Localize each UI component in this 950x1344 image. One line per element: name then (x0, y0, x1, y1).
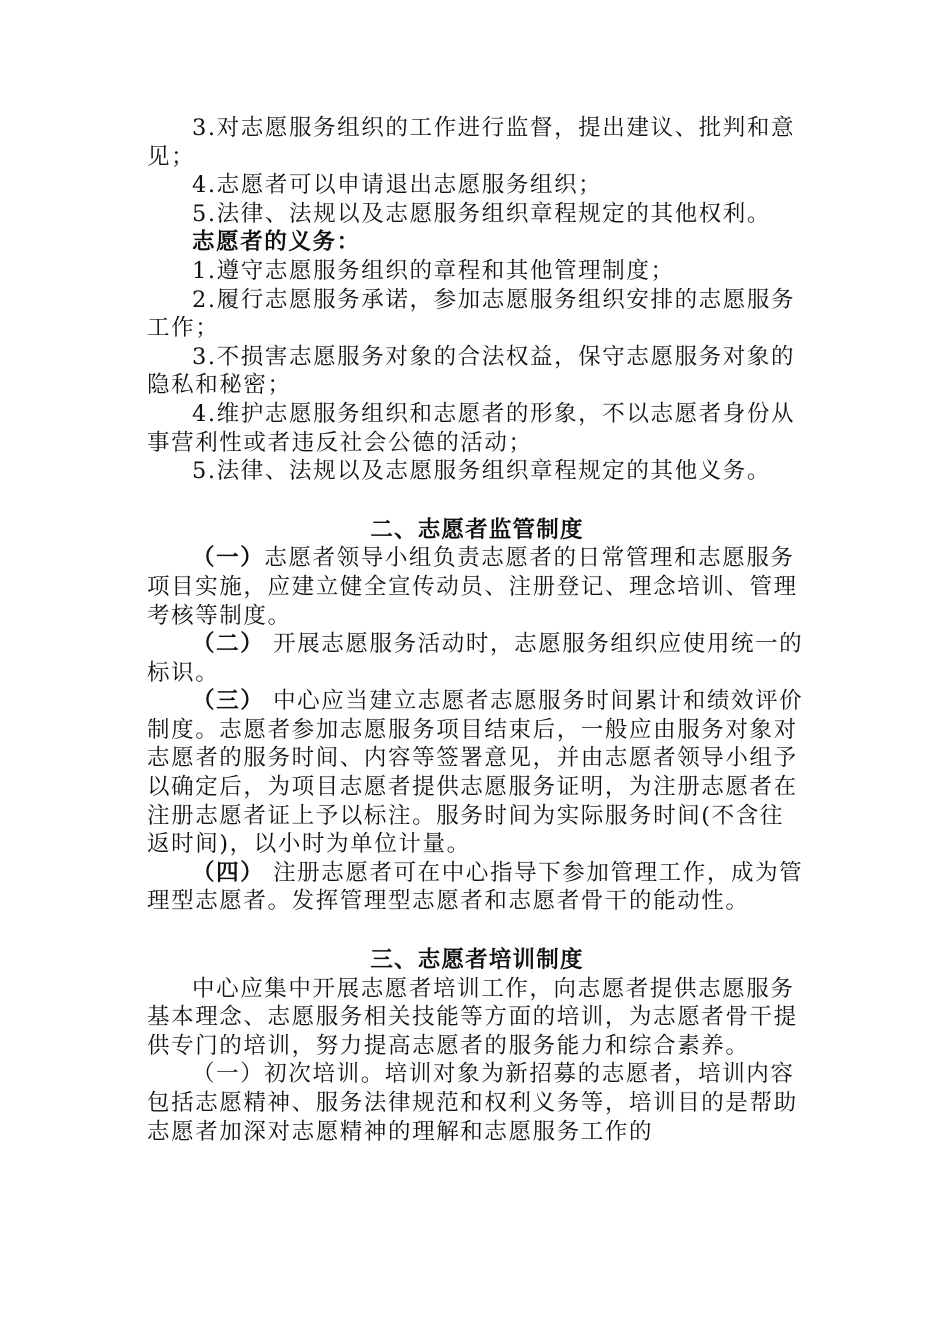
rights-item-4: 4.志愿者可以申请退出志愿服务组织； (192, 172, 603, 199)
item-text: 志愿者领导小组负责志愿者的日常管理和志愿服务项目实施，应建立健全宣传动员、注册登记、理念培训、管理考核等制度。 (147, 545, 798, 629)
item-text: 中心应当建立志愿者志愿服务时间累计和绩效评价制度。志愿者参加志愿服务项目结束后，一般应由服务对象对志愿者的服务时间、内容等签署意见，并由志愿者领导小组予以确定后，为项目志愿者提供志愿服务证明，为注册志愿者在注册志愿者证上予以标注。服务时间为实际服务时间(不含往返时间)，以小时为单位计量。 (147, 688, 804, 858)
section-2-item-2 (147, 630, 807, 687)
duties-item-2: 2.履行志愿服务承诺，参加志愿服务组织安排的志愿服务工作； (147, 286, 796, 342)
section-spacer (147, 486, 807, 516)
section-2-item-4 (147, 859, 807, 916)
item-label: （四） (192, 859, 265, 886)
item-label: （一） (192, 545, 265, 572)
item-text: 注册志愿者可在中心指导下参加管理工作，成为管理型志愿者。发挥管理型志愿者和志愿者骨干的能动性。 (147, 859, 804, 915)
rights-item-3: 3.对志愿服务组织的工作进行监督，提出建议、批判和意见； (147, 115, 796, 170)
duties-item-1: 1.遵守志愿服务组织的章程和其他管理制度； (192, 257, 675, 284)
section-3-title: 三、志愿者培训制度 (370, 947, 584, 974)
duties-heading: 志愿者的义务： (192, 229, 361, 256)
section-3-intro: 中心应集中开展志愿者培训工作，向志愿者提供志愿服务基本理念、志愿服务相关技能等方面的培训，为志愿者骨干提供专门的培训，努力提高志愿者的服务能力和综合素养。 (147, 975, 798, 1059)
duties-item-4: 4.维护志愿服务组织和志愿者的形象，不以志愿者身份从事营利性或者违反社会公德的活动； (147, 400, 796, 456)
section-2-title: 二、志愿者监管制度 (370, 516, 584, 543)
section-2-item-1 (147, 544, 807, 630)
rights-item-5: 5.法律、法规以及志愿服务组织章程规定的其他权利。 (192, 200, 771, 227)
section-2-item-3 (147, 687, 807, 859)
item-label: （二） (192, 631, 265, 658)
item-text: 开展志愿服务活动时，志愿服务组织应使用统一的标识。 (147, 631, 804, 686)
section-spacer (147, 916, 807, 946)
duties-item-3: 3.不损害志愿服务对象的合法权益，保守志愿服务对象的隐私和秘密； (147, 343, 796, 399)
item-label: （三） (192, 688, 265, 715)
duties-item-5: 5.法律、法规以及志愿服务组织章程规定的其他义务。 (192, 458, 771, 485)
document-body (147, 114, 807, 1146)
section-3-item-1: （一）初次培训。培训对象为新招募的志愿者，培训内容包括志愿精神、服务法律规范和权利义务等，培训目的是帮助志愿者加深对志愿精神的理解和志愿服务工作的 (147, 1061, 798, 1145)
